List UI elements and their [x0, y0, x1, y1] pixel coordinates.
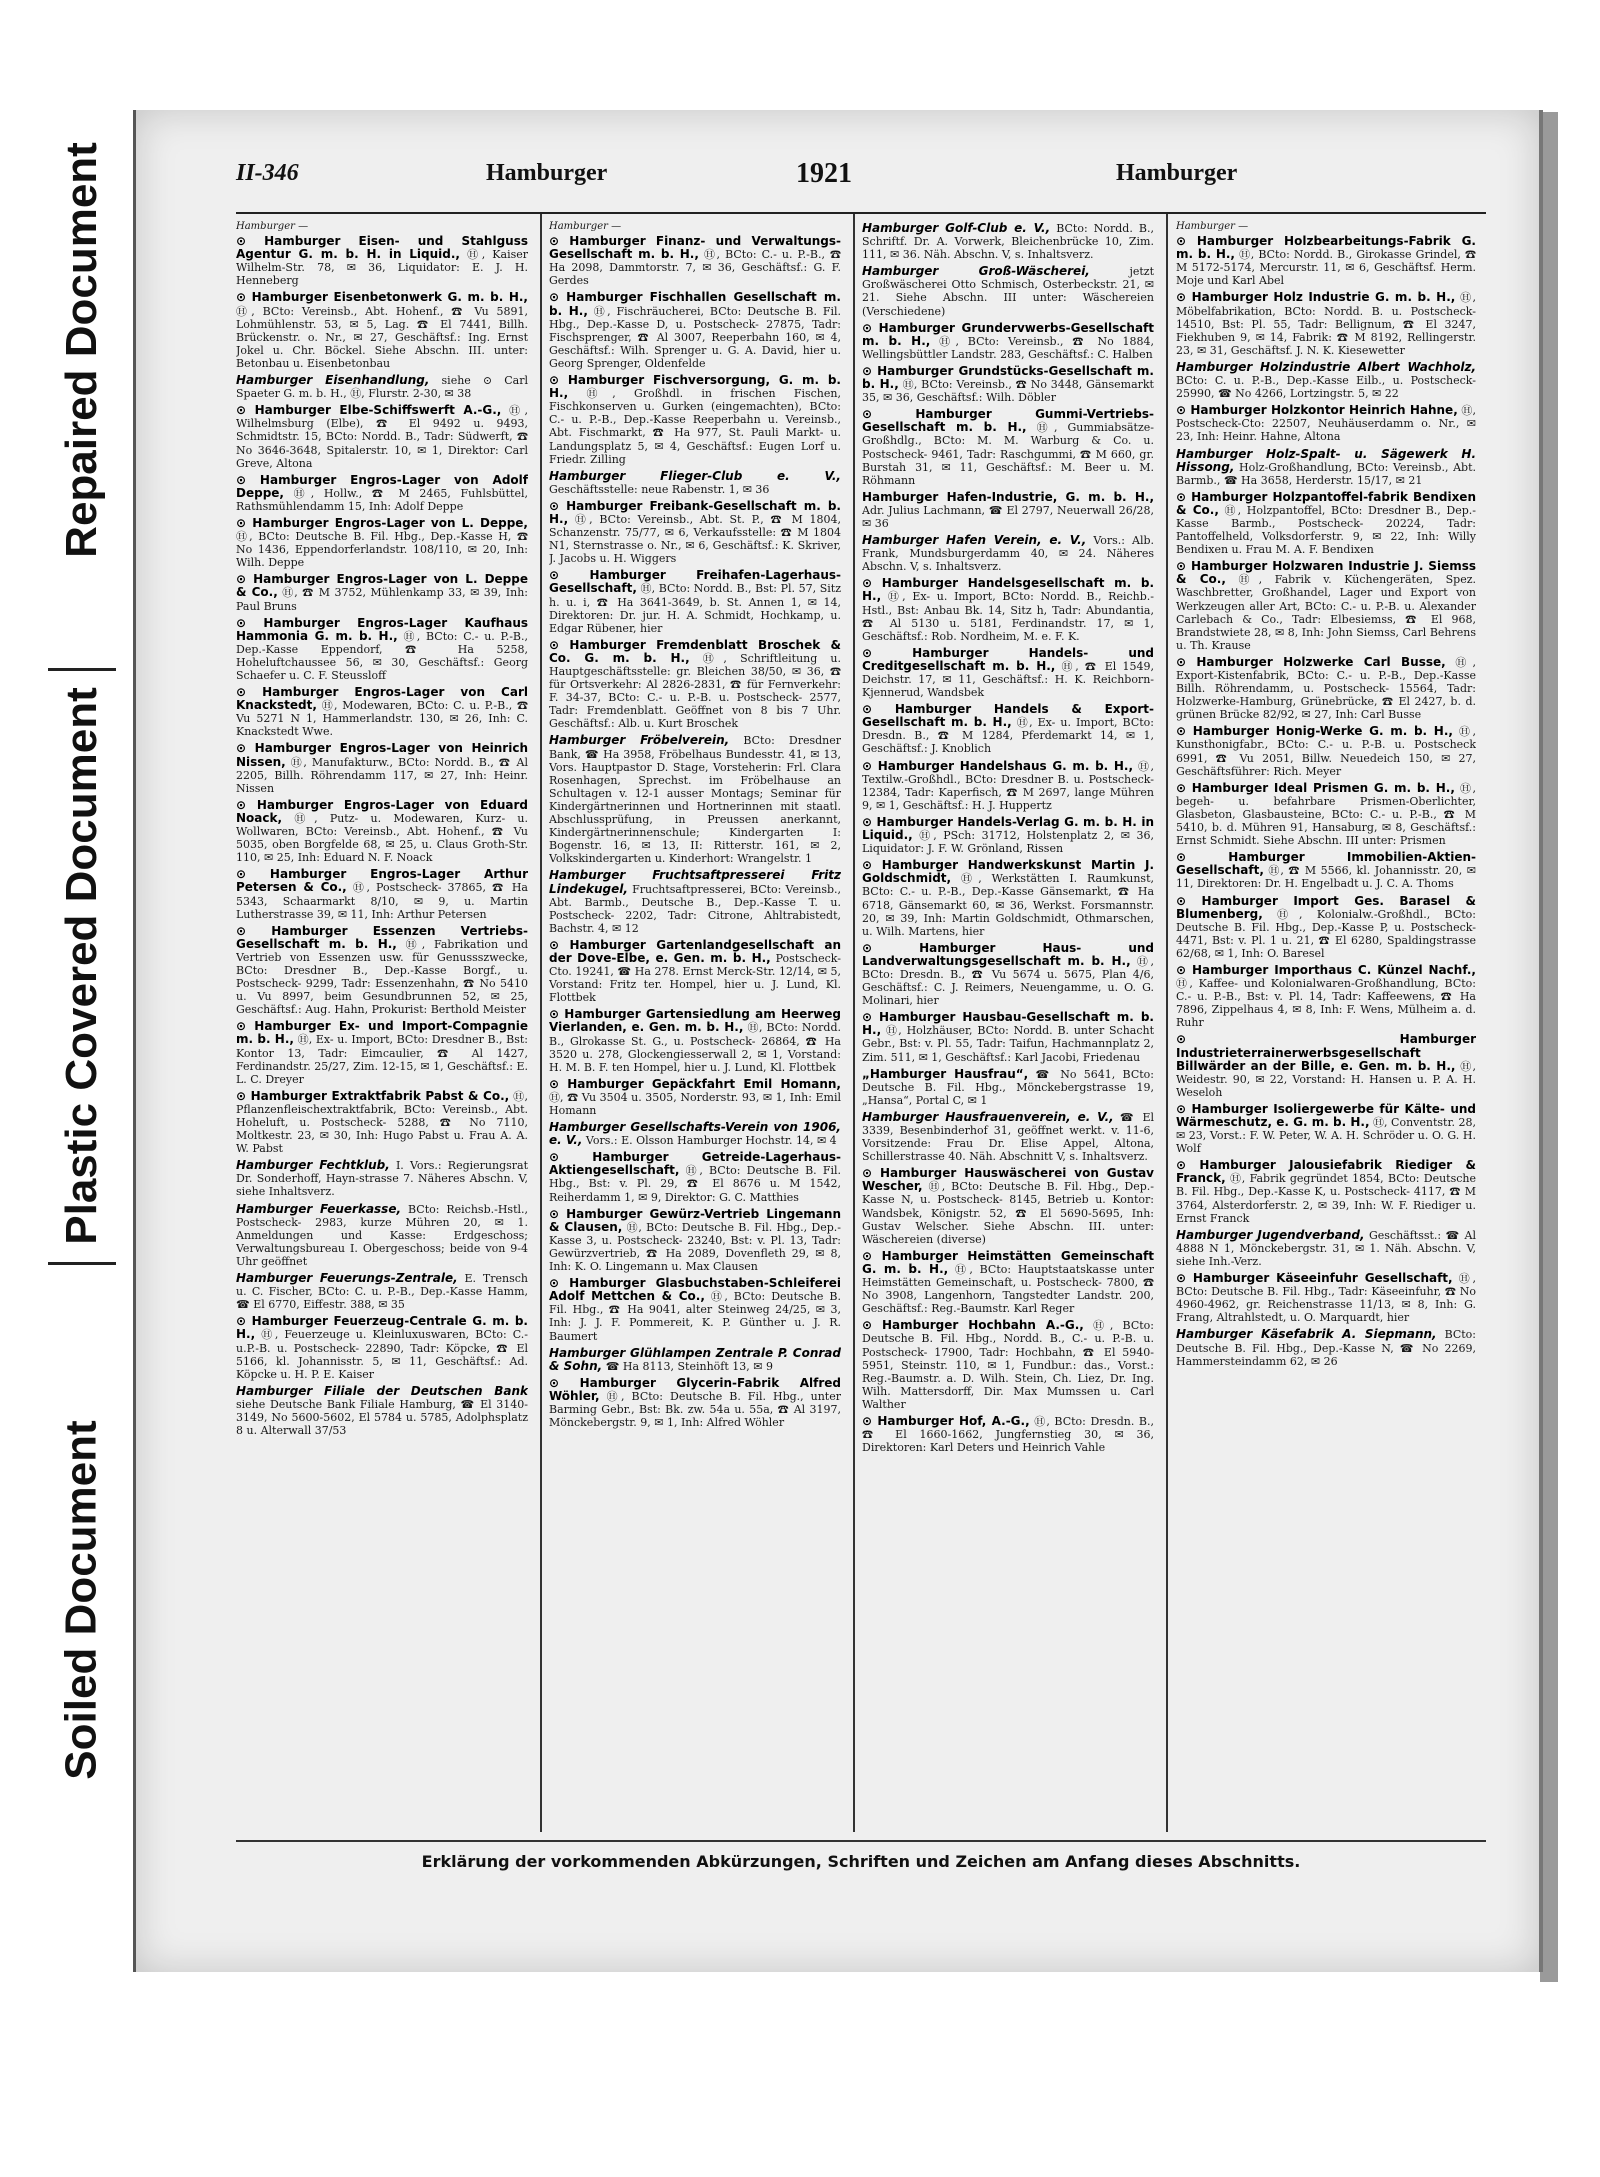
entry-name: ⊙ Hamburger Freihafen-Lagerhaus-Gesellschaft, — [549, 568, 841, 596]
entry-name: ⊙ Hamburger Gewürz-Vertrieb Lingemann & Clausen, — [549, 1206, 841, 1234]
entry-details: Ⓗ, BCto: Vereinsb., Abt. Hohenf., ☎ Vu 5891, Lohmühlenstr. 53, ✉ 5, Lag. ☎ El 7441, Billh. Brückenstr. o. Nr., ✉ 27, Geschäftsf.: Ing. Ernst Jokel u. Chr. Böckel. Siehe Abschn. III. unter: Betonbau u. Eisenbetonbau — [236, 304, 528, 370]
entry-details: Ⓗ, BCto: Deutsche B. Fil. Hbg., Dep.-Kasse 3, u. Postscheck- 23240, Bst: v. Pl. 13, Tadr: Gewürzvertrieb, ☎ Ha 2089, Dovenfleth 29, ✉ 8, Inh: K. O. Lingemann u. Max Clausen — [549, 1220, 841, 1274]
directory-entry — [236, 617, 528, 682]
directory-column-3 — [862, 220, 1154, 1826]
entry-name: ⊙ Hamburger Haus- und Landverwaltungsgesellschaft m. b. H., — [862, 940, 1154, 968]
entry-details: Ⓗ, BCto: Nordd. B., Bst: Pl. 57, Sitz h. u. i, ☎ Ha 3641-3649, b. St. Annen 1, ✉ 14, Direktoren: Dr. jur. H. A. Schmidt, Hochkamp, u. Edgar Rübener, hier — [549, 582, 841, 635]
running-title-left: Hamburger — [486, 160, 608, 186]
entry-name: ⊙ Hamburger Handelshaus G. m. b. H., — [862, 758, 1134, 773]
entry-name: ⊙ Hamburger Hof, A.-G., — [862, 1413, 1030, 1428]
entry-name: ⊙ Hamburger Holzbearbeitungs-Fabrik G. m. b. H., — [1176, 234, 1476, 262]
entry-name: Hamburger Holzindustrie Albert Wachholz, — [1176, 359, 1476, 374]
directory-entry — [1176, 964, 1476, 1029]
entry-details: Ⓗ, Holzhäuser, BCto: Nordd. B. unter Schacht Gebr., Bst: v. Pl. 55, Tadr: Taifun, Hachmannplatz 2, Zim. 511, ✉ 1, Geschäftsf.: Karl Jacobi, Friedenau — [862, 1024, 1154, 1064]
directory-entry — [862, 408, 1154, 487]
directory-entry — [862, 760, 1154, 812]
directory-entry — [862, 322, 1154, 361]
entry-details: Ⓗ, BCto: Vereinsb., Abt. St. P., ☎ M 1804, Schanzenstr. 75/77, ✉ 6, Verkaufsstelle: ☎ M 1804 N1, Sternstrasse o. Nr., ✉ 6, Geschäftsf.: K. Skriver, J. Jacobs u. H. Wiggers — [549, 512, 841, 566]
directory-entry — [1176, 656, 1476, 721]
directory-entry — [236, 517, 528, 569]
entry-name: Hamburger Feuerungs-Zentrale, — [236, 1271, 458, 1286]
directory-entry — [236, 868, 528, 920]
entry-name: ⊙ Hamburger Holzkontor Heinrich Hahne, — [1176, 403, 1458, 418]
entry-details: Ⓗ, Fabrik gegründet 1854, BCto: Deutsche B. Fil. Hbg., Dep.-Kasse K, u. Postscheck- 4117, ☎ M 3764, Alsterdorferstr. 2, ✉ 39, Inh: W. F. Riediger u. Ernst Franck — [1176, 1172, 1476, 1225]
page-header — [236, 156, 1386, 192]
entry-name: ⊙ Hamburger Glycerin-Fabrik Alfred Wöhler, — [549, 1375, 841, 1403]
entry-name: Hamburger Holz-Spalt- u. Sägewerk H. Hissong, — [1176, 446, 1476, 474]
entry-details: Ⓗ, BCto: Vereinsb., ☎ No 3448, Gänsemarkt 35, ✉ 36, Geschäftsf.: Wilh. Döbler — [862, 378, 1154, 405]
directory-columns — [236, 212, 1486, 1834]
directory-entry — [236, 1385, 528, 1437]
entry-details: E. Trensch u. C. Fischer, BCto: C. u. P.-B., Dep.-Kasse Hamm, ☎ El 6770, Eiffestr. 388, ✉ 35 — [236, 1272, 528, 1312]
directory-entry — [862, 1250, 1154, 1315]
entry-details: siehe Deutsche Bank Filiale Hamburg, ☎ El 3140-3149, No 5600-5602, El 5784 u. 5785, Adolphsplatz 8 u. Alterwall 37/53 — [236, 1397, 528, 1438]
directory-entry — [862, 1167, 1154, 1246]
column-rule — [853, 214, 855, 1832]
directory-entry — [549, 869, 841, 934]
entry-details: Ⓗ, Postscheck-Cto: 22507, Neuhäuserdamm o. Nr., ✉ 23, Inh: Heinr. Hahne, Altona — [1176, 404, 1476, 444]
entry-details: Ⓗ, Möbelfabrikation, BCto: Nordd. B. u. Postscheck- 14510, Bst: Pl. 55, Tadr: Bellignum, ☎ El 3247, Fiekhuben 9, ✉ 14, Fabrik: ☎ M 8192, Rellingerstr. 23, ✉ 31, Geschäftsf. J. N. K. Kiesewetter — [1176, 291, 1476, 357]
directory-entry — [549, 470, 841, 496]
entry-details: BCto: Nordd. B., Schriftf. Dr. A. Vorwerk, Bleichenbrücke 10, Zim. 111, ✉ 36. Näh. Abschn. V, s. Inhaltsverz. — [862, 222, 1154, 262]
directory-entry — [1176, 851, 1476, 890]
side-label-plastic-covered: Plastic Covered Document — [57, 687, 106, 1245]
entry-name: ⊙ Hamburger Gartenlandgesellschaft an der Dove-Elbe, e. Gen. m. b. H., — [549, 937, 841, 965]
entry-details: Ⓗ, BCto: Deutsche B. Fil. Hbg., Tadr: Käseeinfuhr, ☎ No 4960-4962, gr. Reichenstrasse 11/13, ✉ 8, Inh: G. Frang, Altrahlstedt, u. O. Marquardt, hier — [1176, 1272, 1476, 1325]
side-label-divider — [48, 668, 116, 671]
directory-entry — [236, 1020, 528, 1085]
entry-details: Ⓗ, Großhdl. in frischen Fischen, Fischkonserven u. Gurken (eingemachten), BCto: C.- u. P.-B., Dep.-Kasse Reeperbahn u. Vereinsb., Abt. Fischmarkt, ☎ Ha 977, St. Pauli Markt- u. Landungsplatz 5, ✉ 4, Geschäftsf.: Eugen Lorf u. Friedr. Zilling — [549, 387, 841, 466]
directory-entry — [1176, 1159, 1476, 1224]
directory-entry — [236, 1090, 528, 1155]
entry-name: ⊙ Hamburger Engros-Lager von Adolf Deppe, — [236, 472, 528, 500]
entry-details: ☎ Ha 8113, Steinhöft 13, ✉ 9 — [605, 1359, 773, 1373]
entry-name: Hamburger Feuerkasse, — [236, 1201, 402, 1216]
entry-details: Geschäftsstelle: neue Rabenstr. 1, ✉ 36 — [549, 482, 770, 496]
entry-details: ☎ El 3339, Besenbinderhof 31, geöffnet werkt. v. 11-6, Vorsitzende: Frau Dr. Elise Appel, Altona, Schillerstrasse 40. Näh. Abschnitt V, s. Inhaltsverz. — [862, 1110, 1154, 1164]
entry-name: ⊙ Hamburger Getreide-Lagerhaus-Aktiengesellschaft, — [549, 1150, 841, 1178]
category-heading: Hamburger — — [549, 221, 622, 232]
directory-entry — [862, 265, 1154, 317]
directory-entry — [549, 639, 841, 731]
directory-column-2 — [549, 220, 841, 1826]
side-label-soiled: Soiled Document — [57, 1420, 106, 1780]
directory-entry — [236, 474, 528, 513]
directory-entry — [1176, 782, 1476, 847]
entry-details: Ⓗ, Hollw., ☎ M 2465, Fuhlsbüttel, Rathsmühlendamm 15, Inh: Adolf Deppe — [236, 486, 528, 513]
entry-details: Ⓗ, BCto: Deutsche B. Fil. Hbg., Bst: v. Pl. 29, ☎ El 8676 u. M 1542, Reiherdamm 1, ✉ 9, Direktor: G. C. Matthies — [549, 1164, 841, 1204]
entry-details: Ⓗ, Modewaren, BCto: C. u. P.-B., ☎ Vu 5271 N 1, Hammerlandstr. 130, ✉ 26, Inh: C. Knackstedt Wwe. — [236, 699, 528, 739]
entry-details: Ⓗ, BCto: Deutsche B. Fil. Hbg., Dep.-Kasse N, u. Postscheck- 8145, Betrieb u. Kontor: Wandsbek, Königstr. 52, ☎ El 5690-5695, Inh: Gustav Welscher. Siehe Abschn. III. unter: Wäschereien (diverse) — [862, 1180, 1154, 1246]
directory-entry — [549, 569, 841, 634]
directory-entry — [1176, 1272, 1476, 1324]
entry-details: Ⓗ, PSch: 31712, Holstenplatz 2, ✉ 36, Liquidator: J. F. W. Grönland, Rissen — [862, 829, 1154, 856]
entry-details: Ⓗ, Kunsthonigfabr., BCto: C.- u. P.-B. u. Postscheck 6991, ☎ Vu 2051, Billw. Neuedeich 150, ✉ 27, Geschäftsführer: Rich. Meyer — [1176, 725, 1476, 778]
entry-name: ⊙ Hamburger Gartensiedlung am Heerweg Vierlanden, e. Gen. m. b. H., — [549, 1007, 841, 1035]
entry-name: Hamburger Fechtklub, — [236, 1158, 390, 1173]
entry-details: Ⓗ, Pflanzenfleischextraktfabrik, BCto: Vereinsb., Abt. Hoheluft, u. Postscheck- 5288, ☎ No 7110, Moltkestr. 23, ✉ 30, Inh: Hugo Pabst u. Frau A. A. W. Pabst — [236, 1089, 528, 1156]
entry-name: ⊙ Hamburger Eisen- und Stahlguss Agentur G. m. b. H. in Liquid., — [236, 234, 528, 262]
directory-entry — [549, 1377, 841, 1429]
directory-entry — [236, 742, 528, 794]
directory-entry — [1176, 1229, 1476, 1268]
entry-name: ⊙ Hamburger Engros-Lager von Heinrich Nissen, — [236, 741, 528, 769]
directory-entry — [549, 1078, 841, 1117]
entry-details: BCto: C. u. P.-B., Dep.-Kasse Eilb., u. Postscheck- 25990, ☎ No 4266, Lortzingstr. 5, ✉ 22 — [1176, 374, 1476, 401]
entry-name: Hamburger Golf-Club e. V., — [862, 221, 1051, 235]
directory-entry — [236, 925, 528, 1017]
entry-name: ⊙ Hamburger Glasbuchstaben-Schleiferei Adolf Mettchen & Co., — [549, 1276, 841, 1304]
entry-name: ⊙ Hamburger Fischhallen Gesellschaft m. b. H., — [549, 290, 841, 318]
directory-entry — [549, 734, 841, 865]
directory-entry — [1176, 235, 1476, 287]
entry-name: ⊙ Hamburger Engros-Lager von L. Deppe & Co., — [236, 572, 528, 600]
directory-entry — [862, 365, 1154, 404]
entry-name: Hamburger Gesellschafts-Verein von 1906, e. V., — [549, 1120, 841, 1148]
entry-details: ☎ No 5641, BCto: Deutsche B. Fil. Hbg., Mönckebergstrasse 19, „Hansa“, Portal C, ✉ 1 — [862, 1067, 1154, 1107]
entry-details: jetzt Großwäscherei Otto Schmisch, Osterbeckstr. 21, ✉ 21. Siehe Abschn. III unter: Wäschereien (Verschiedene) — [862, 265, 1154, 318]
directory-entry — [549, 1347, 841, 1373]
directory-entry — [1176, 404, 1476, 443]
directory-entry — [549, 1151, 841, 1203]
entry-details: Ⓗ, Fabrikation und Vertrieb von Essenzen usw. für Genussszwecke, BCto: Dresdner B., Dep.-Kasse Borgf., u. Postscheck- 9299, Tadr: Essenzenhahn, ☎ No 5410 u. Vu 8997, beim Gesundbrunnen 52, ✉ 25, Geschäftsf.: Aug. Hahn, Prokurist: Berthold Meister — [236, 937, 528, 1017]
directory-entry — [862, 647, 1154, 699]
entry-details: Ⓗ, BCto: Nordd. B., Glrokasse St. G., u. Postscheck- 26864, ☎ Ha 3520 u. 278, Glockengiesserwall 2, ✉ 1, Vorstand: H. M. B. F. ten Hompel, hier u. J. Lund, Kl. Flottbek — [549, 1021, 841, 1074]
directory-entry — [236, 291, 528, 370]
entry-details: Ⓗ, Fabrik v. Küchengeräten, Spez. Waschbretter, Großhandel, Lager und Export von Werkzeugen aller Art, BCto: C.- u. P.-B. u. Alexander Carlebach & Co., Tadr: Elbesiemss, ☎ El 968, Brandstwiete 28, ✉ 8, Inh: John Siemss, Carl Behrens u. Th. Krause — [1176, 573, 1476, 652]
directory-entry — [549, 374, 841, 466]
directory-column-1 — [236, 220, 528, 1826]
entry-name: ⊙ Hamburger Heimstätten Gemeinschaft G. m. b. H., — [862, 1248, 1154, 1276]
directory-page — [133, 110, 1543, 1972]
entry-name: ⊙ Hamburger Isoliergewerbe für Kälte- und Wärmeschutz, e. G. m. b. H., — [1176, 1101, 1476, 1129]
directory-entry — [1176, 725, 1476, 777]
entry-name: ⊙ Hamburger Hauswäscherei von Gustav Wescher, — [862, 1166, 1154, 1194]
directory-entry — [862, 534, 1154, 573]
directory-entry — [236, 1272, 528, 1311]
entry-details: Ⓗ, Kaffee- und Kolonialwaren-Großhandlung, BCto: C.- u. P.-B., Bst: v. Pl. 14, Tadr: Kaffeewens, ☎ Ha 7896, Zippelhaus 4, ✉ 8, Inh: F. Wens, Mülheim a. d. Ruhr — [1176, 977, 1476, 1030]
entry-name: „Hamburger Hausfrau“, — [862, 1066, 1029, 1081]
page-year: 1921 — [796, 158, 852, 189]
entry-name: Hamburger Groß-Wäscherei, — [862, 264, 1090, 279]
entry-details: Ⓗ, BCto: C.- u. P.-B., Dep.-Kasse Eppendorf, ☎ Ha 5258, Hoheluftchaussee 56, ✉ 30, Geschäftsf.: Georg Schaefer u. C. F. Steussloff — [236, 629, 528, 682]
entry-name: ⊙ Hamburger Honig-Werke G. m. b. H., — [1176, 724, 1453, 739]
directory-entry — [862, 491, 1154, 530]
directory-entry — [236, 374, 528, 400]
entry-name: ⊙ Hamburger Finanz- und Verwaltungs-Gesellschaft m. b. H., — [549, 234, 841, 262]
directory-entry — [1176, 1033, 1476, 1098]
entry-details: Ⓗ, Weidestr. 90, ✉ 22, Vorstand: H. Hansen u. P. A. H. Weseloh — [1176, 1059, 1476, 1099]
directory-entry — [862, 1068, 1154, 1107]
directory-entry — [1176, 291, 1476, 356]
entry-name: ⊙ Hamburger Holzwaren Industrie J. Siemss & Co., — [1176, 559, 1476, 587]
entry-details: Ⓗ, Feuerzeuge u. Kleinluxuswaren, BCto: C.-u.P.-B. u. Postscheck- 22890, Tadr: Köpcke, ☎ El 5166, kl. Johannisstr. 5, ✉ 11, Geschäftsf.: Ad. Köpcke u. H. P. E. Kaiser — [236, 1328, 528, 1381]
entry-details: Ⓗ, Fischräucherei, BCto: Deutsche B. Fil. Hbg., Dep.-Kasse D, u. Postscheck- 27875, Tadr: Fischsprenger, ☎ Al 3007, Reeperbahn 160, ✉ 4, Geschäftsf.: Wilh. Sprenger u. G. A. David, hier u. Georg Sprenger, Oldenfelde — [549, 304, 841, 370]
entry-details: Fruchtsaftpresserei, BCto: Vereinsb., Abt. Barmb., Deutsche B., Dep.-Kasse T. u. Postscheck- 2202, Tadr: Citrone, Ahltrabistedt, Bachstr. 4, ✉ 12 — [549, 882, 841, 935]
entry-details: BCto: Reichsb.-Hstl., Postscheck- 2983, kurze Mühren 20, ✉ 1. Anmeldungen und Kasse: Erdgeschoss; Verwaltungsbureau I. Obergeschoss; beide von 9-4 Uhr geöffnet — [236, 1202, 528, 1268]
entry-details: siehe ⊙ Carl Spaeter G. m. b. H., Ⓗ, Flurstr. 2-30, ✉ 38 — [236, 374, 528, 401]
entry-details: Ⓗ, Textilw.-Großhdl., BCto: Dresdner B. u. Postscheck- 12384, Tadr: Kaperfisch, ☎ M 2697, lange Mühren 9, ✉ 1, Geschäftsf.: H. J. Huppertz — [862, 759, 1154, 812]
directory-entry — [1176, 491, 1476, 556]
entry-name: Hamburger Käsefabrik A. Siepmann, — [1176, 1327, 1437, 1342]
entry-details: Ⓗ, ☎ M 3752, Mühlenkamp 33, ✉ 39, Inh: Paul Bruns — [236, 586, 528, 613]
entry-name: ⊙ Hamburger Freibank-Gesellschaft m. b. H., — [549, 498, 841, 526]
directory-entry — [236, 1315, 528, 1380]
entry-details: Ⓗ, Kolonialw.-Großhdl., BCto: Deutsche B. Fil. Hbg., Dep.-Kasse P, u. Postscheck- 4471, Bst: v. Pl. 1 u. 21, ☎ El 6280, Spaldingstrasse 62/68, ✉ 1, Inh: O. Baresel — [1176, 907, 1476, 960]
entry-name: ⊙ Hamburger Handels & Export-Gesellschaft m. b. H., — [862, 702, 1154, 730]
directory-entry — [236, 404, 528, 469]
entry-name: ⊙ Hamburger Extraktfabrik Pabst & Co., — [236, 1088, 510, 1103]
directory-entry — [236, 235, 528, 287]
entry-name: ⊙ Hamburger Essenzen Vertriebs-Gesellschaft m. b. H., — [236, 923, 528, 951]
entry-name: ⊙ Hamburger Käseeinfuhr Gesellschaft, — [1176, 1271, 1453, 1286]
directory-entry — [549, 1121, 841, 1147]
directory-column-4 — [1176, 220, 1476, 1826]
entry-details: Ⓗ, BCto: Hauptstaatskasse unter Heimstätten Gemeinschaft, u. Postscheck- 7800, ☎ No 3908, Langenhorn, Tangstedter Landstr. 200, Geschäftsf.: Reg.-Baumstr. Karl Reger — [862, 1262, 1154, 1316]
entry-details: Ⓗ, BCto: C.- u. P.-B., ☎ Ha 2098, Dammtorstr. 7, ✉ 36, Geschäftsf.: G. F. Gerdes — [549, 248, 841, 288]
entry-details: Geschäftsst.: ☎ Al 4888 N 1, Mönckebergstr. 31, ✉ 1. Näh. Abschn. V, siehe Inh.-Verz. — [1176, 1228, 1476, 1268]
entry-details: Ⓗ, BCto: Vereinsb., ☎ No 1884, Wellingsbüttler Landstr. 283, Geschäftsf.: C. Halben — [862, 334, 1154, 361]
abbreviations-footer: Erklärung der vorkommenden Abkürzungen, Schriften und Zeichen am Anfang dieses Abschnitts. — [421, 1852, 1301, 1871]
entry-name: Hamburger Fröbelverein, — [549, 733, 730, 748]
column-rule — [540, 214, 542, 1832]
entry-details: BCto: Dresdner Bank, ☎ Ha 3958, Fröbelhaus Bundesstr. 41, ✉ 13, Vors. Hauptpastor D. Stage, Vorsteherin: Frl. Clara Rosenhagen, Sprechst. im Fröbelhause an Schultagen v. 12-1 ausser Montags; Seminar für Kindergärtnerinnen und Hortnerinnen mit staatl. Abschlussprüfung, in Preussen anerkannt, Kindergärtnerinnenschule; Kindergarten I: Bogenstr. 16, ✉ 13, II: Ritterstr. 161, ✉ 2, Volkskindergarten u. Kinderhort: Wrangelstr. 1 — [549, 734, 841, 866]
entry-details: Ⓗ, Export-Kistenfabrik, BCto: C.- u. P.-B., Dep.-Kasse Billh. Röhrendamm, u. Postscheck- 15564, Tadr: Holzwerke-Hamburg, Grünebrücke, ☎ El 2427, b. d. grünen Brücke 82/92, ✉ 27, Inh: Carl Busse — [1176, 655, 1476, 722]
directory-entry — [549, 235, 841, 287]
entry-name: ⊙ Hamburger Elbe-Schiffswerft A.-G., — [236, 403, 502, 418]
directory-entry — [862, 942, 1154, 1007]
entry-details: Ⓗ, BCto: Dresdn. B., ☎ Vu 5674 u. 5675, Plan 4/6, Geschäftsf.: C. J. Reimers, Neuengamme, u. O. G. Molinari, hier — [862, 954, 1154, 1008]
entry-name: Hamburger Hafen-Industrie, G. m. b. H., — [862, 489, 1154, 504]
entry-details: Ⓗ, Ex- u. Import, BCto: Nordd. B., Reichb.-Hstl., Bst: Anbau Bk. 14, Sitz h, Tadr: Abundantia, ☎ Al 5130 u. 5181, Ferdinandstr. 17, ✉ 1, Geschäftsf.: Rob. Nordheim, M. e. F. K. — [862, 590, 1154, 643]
directory-entry — [236, 1159, 528, 1198]
entry-name: ⊙ Hamburger Engros-Lager von L. Deppe, — [236, 515, 528, 530]
directory-entry — [549, 1008, 841, 1073]
entry-name: ⊙ Hamburger Engros-Lager von Eduard Noack, — [236, 797, 528, 825]
directory-entry — [1176, 361, 1476, 400]
entry-details: Ⓗ, BCto: Dresdn. B., ☎ El 1660-1662, Jungfernstieg 30, ✉ 36, Direktoren: Karl Deters und Heinrich Vahle — [862, 1414, 1154, 1455]
entry-name: ⊙ Hamburger Jalousiefabrik Riediger & Franck, — [1176, 1158, 1476, 1186]
entry-details: Adr. Julius Lachmann, ☎ El 2797, Neuerwall 26/28, ✉ 36 — [862, 503, 1154, 530]
entry-name: ⊙ Hamburger Grundervwerbs-Gesellschaft m. b. H., — [862, 320, 1154, 348]
entry-name: ⊙ Hamburger Ex- und Import-Compagnie m. b. H., — [236, 1019, 528, 1047]
directory-entry — [862, 1415, 1154, 1454]
running-title-right: Hamburger — [1116, 160, 1238, 186]
entry-details: Ⓗ, Kaiser Wilhelm-Str. 78, ✉ 36, Liquidator: E. J. H. Henneberg — [236, 248, 528, 288]
entry-details: Ⓗ, BCto: Nordd. B., Girokasse Grindel, ☎ M 5172-5174, Mercurstr. 11, ✉ 6, Geschäftsf. Herm. Moje und Karl Abel — [1176, 248, 1476, 288]
entry-name: ⊙ Hamburger Engros-Lager von Carl Knackstedt, — [236, 685, 528, 713]
directory-entry — [236, 799, 528, 864]
directory-entry — [549, 1208, 841, 1273]
entry-name: ⊙ Hamburger Eisenbetonwerk G. m. b. H., — [236, 290, 528, 305]
entry-name: ⊙ Hamburger Handels-Verlag G. m. b. H. in Liquid., — [862, 814, 1154, 843]
entry-details: Ⓗ, ☎ Vu 3504 u. 3505, Norderstr. 93, ✉ 1, Inh: Emil Homann — [549, 1090, 841, 1117]
category-heading: Hamburger — — [236, 221, 309, 232]
entry-details: Vors.: E. Olsson Hamburger Hochstr. 14, ✉ 4 — [585, 1134, 837, 1148]
entry-details: Ⓗ, BCto: Deutsche B. Fil. Hbg., Dep.-Kasse H, ☎ No 1436, Eppendorferlandstr. 108/110, ✉ 20, Inh: Wilh. Deppe — [236, 530, 528, 570]
entry-details: Ⓗ, BCto: Deutsche B. Fil. Hbg., unter Barming Gebr., Bst: Bk. zw. 54a u. 55a, ☎ Al 3197, Mönckebergstr. 9, ✉ 1, Inh: Alfred Wöhler — [549, 1389, 841, 1430]
directory-entry — [236, 686, 528, 738]
side-label-divider — [48, 1262, 116, 1265]
directory-entry — [549, 291, 841, 370]
entry-details: Ⓗ, Ex- u. Import, BCto: Dresdner B., Bst: Kontor 13, Tadr: Eimcaulier, ☎ Al 1427, Ferdinandstr. 25/27, Zim. 12-15, ✉ 1, Geschäftsf.: E. L. C. Dreyer — [236, 1033, 528, 1086]
entry-name: ⊙ Hamburger Import Ges. Barasel & Blumenberg, — [1176, 893, 1476, 921]
entry-details: Ⓗ, Conventstr. 28, ✉ 23, Vorst.: F. W. Peter, W. A. H. Schröder u. O. G. H. Wolf — [1176, 1116, 1476, 1156]
entry-details: Ⓗ, Schriftleitung u. Hauptgeschäftsstelle: gr. Bleichen 38/50, ✉ 36, ☎ für Ortsverkehr: Al 2826-2831, ☎ für Fernverkehr: F. 34-37, BCto: C.- u. P.-B. u. Postscheck- 2577, Tadr: Fremdenblatt. Geöffnet von 8 bis 7 Uhr. Geschäftsf.: Alb. u. Kurt Broschek — [549, 651, 841, 731]
directory-entry — [1176, 1103, 1476, 1155]
entry-name: ⊙ Hamburger Industrieterrainerwerbsgesellschaft Billwärder an der Bille, e. Gen. m. b. H., — [1176, 1032, 1476, 1073]
entry-details: I. Vors.: Regierungsrat Dr. Sonderhoff, Hayn-strasse 7. Näheres Abschn. V, siehe Inhaltsverz. — [236, 1159, 528, 1199]
entry-name: ⊙ Hamburger Fischversorgung, G. m. b. H., — [549, 373, 841, 401]
entry-details: Ⓗ, Postscheck- 37865, ☎ Ha 5343, Schaarmarkt 8/10, ✉ 9, u. Martin Lutherstrasse 39, ✉ 11, Inh: Arthur Petersen — [236, 881, 528, 921]
side-label-repaired: Repaired Document — [57, 142, 107, 558]
entry-name: ⊙ Hamburger Gummi-Vertriebs-Gesellschaft m. b. H., — [862, 407, 1154, 435]
entry-name: ⊙ Hamburger Grundstücks-Gesellschaft m. b. H., — [862, 363, 1154, 392]
entry-details: Ⓗ, Werkstätten I. Raumkunst, BCto: C.- u. P.-B., Dep.-Kasse Gänsemarkt, ☎ Ha 6718, Gänsemarkt 60, ✉ 36, Werkst. Forsmannstr. 20, ✉ 39, Inh: Martin Goldschmidt, Othmarschen, u. Wilh. Martens, hier — [862, 872, 1154, 938]
directory-entry — [1176, 895, 1476, 960]
page-number: II-346 — [236, 160, 299, 186]
entry-name: ⊙ Hamburger Handelsgesellschaft m. b. H., — [862, 576, 1154, 604]
entry-details: BCto: Deutsche B. Fil. Hbg., Dep.-Kasse N, ☎ No 2269, Hammersteindamm 62, ✉ 26 — [1176, 1328, 1476, 1368]
entry-name: ⊙ Hamburger Immobilien-Aktien-Gesellschaft, — [1176, 850, 1476, 878]
column-rule — [1166, 214, 1168, 1832]
directory-entry — [1176, 560, 1476, 652]
directory-entry — [862, 577, 1154, 642]
entry-details: Ⓗ, BCto: Deutsche B. Fil. Hbg., ☎ Ha 9041, alter Steinweg 24/25, ✉ 3, Inh: J. J. F. Pommereit, K. P. Günther u. J. R. Baumert — [549, 1290, 841, 1343]
entry-details: Ⓗ, Manufakturw., BCto: Nordd. B., ☎ Al 2205, Billh. Röhrendamm 117, ✉ 27, Inh: Heinr. Nissen — [236, 755, 528, 795]
directory-entry — [862, 1111, 1154, 1163]
entry-details: Ⓗ, BCto: Deutsche B. Fil. Hbg., Nordd. B., C.- u. P.-B. u. Postscheck- 17900, Tadr: Hochbahn, ☎ El 5940-5951, Steinstr. 110, ✉ 1, Fundbur.: das., Vorst.: Reg.-Baumstr. a. D. Wilh. Stein, Ch. Liez, Dr. Ing. Wilh. Mattersdorff, Dir. Max Mumssen u. Carl Walther — [862, 1319, 1154, 1411]
entry-details: Ⓗ, Putz- u. Modewaren, Kurz- u. Wollwaren, BCto: Vereinsb., Abt. Hohenf., ☎ Vu 5035, oben Borgfelde 68, ✉ 25, u. Claus Groth-Str. 110, ✉ 25, Inh: Eduard N. F. Noack — [236, 811, 528, 865]
entry-name: ⊙ Hamburger Gepäckfahrt Emil Homann, — [549, 1076, 841, 1091]
category-heading: Hamburger — — [1176, 221, 1249, 232]
entry-name: ⊙ Hamburger Ideal Prismen G. m. b. H., — [1176, 780, 1455, 795]
entry-details: Postscheck-Cto. 19241, ☎ Ha 278. Ernst Merck-Str. 12/14, ✉ 5, Vorstand: Fritz ter. Hompel, hier u. J. Lund, Kl. Flottbek — [549, 951, 841, 1005]
directory-entry — [549, 1277, 841, 1342]
entry-name: Hamburger Fruchtsaftpresserei Fritz Lindekugel, — [549, 868, 841, 896]
directory-entry — [1176, 1328, 1476, 1367]
entry-name: Hamburger Hausfrauenverein, e. V., — [862, 1109, 1114, 1124]
directory-entry — [236, 573, 528, 612]
entry-name: ⊙ Hamburger Holzwerke Carl Busse, — [1176, 654, 1446, 669]
entry-name: ⊙ Hamburger Holz Industrie G. m. b. H., — [1176, 290, 1456, 305]
entry-name: ⊙ Hamburger Handwerkskunst Martin J. Goldschmidt, — [862, 858, 1154, 886]
directory-entry — [1176, 448, 1476, 487]
entry-details: Ⓗ, Ex- u. Import, BCto: Dresdn. B., ☎ M 1284, Pferdemarkt 14, ✉ 1, Geschäftsf.: J. Knoblich — [862, 716, 1154, 756]
entry-details: Ⓗ, Gummiabsätze-Großhdlg., BCto: M. M. Warburg & Co. u. Postscheck- 9461, Tadr: Raschgummi, ☎ M 660, gr. Burstah 31, ✉ 11, Geschäftsf.: M. Beer u. M. Röhmann — [862, 421, 1154, 487]
entry-details: Ⓗ, Holzpantoffel, BCto: Dresdner B., Dep.-Kasse Barmb., Postscheck- 20224, Tadr: Pantoffelheld, Volksdorferstr. 9, ✉ 22, Inh: Willy Bendixen u. Frau M. A. F. Bendixen — [1176, 503, 1476, 557]
entry-name: Hamburger Flieger-Club e. V., — [549, 468, 841, 483]
entry-name: Hamburger Hafen Verein, e. V., — [862, 533, 1087, 548]
entry-details: Holz-Großhandlung, BCto: Vereinsb., Abt. Barmb., ☎ Ha 3658, Herderstr. 15/17, ✉ 21 — [1176, 460, 1476, 487]
directory-entry — [236, 1203, 528, 1268]
entry-name: ⊙ Hamburger Hochbahn A.-G., — [862, 1318, 1084, 1333]
entry-details: Vors.: Alb. Frank, Mundsburgerdamm 40, ✉ 24. Näheres Abschn. V, s. Inhaltsverz. — [862, 534, 1154, 574]
entry-details: Ⓗ, ☎ El 1549, Deichstr. 17, ✉ 11, Geschäftsf.: H. K. Reichborn-Kjennerud, Wandsbek — [862, 659, 1154, 700]
directory-entry — [862, 1319, 1154, 1411]
entry-name: ⊙ Hamburger Engros-Lager Kaufhaus Hammonia G. m. b. H., — [236, 615, 528, 643]
entry-name: Hamburger Filiale der Deutschen Bank — [236, 1383, 528, 1398]
entry-details: Ⓗ, ☎ M 5566, kl. Johannisstr. 20, ✉ 11, Direktoren: Dr. H. Engelbadt u. J. C. A. Thoms — [1176, 864, 1476, 891]
entry-name: ⊙ Hamburger Engros-Lager Arthur Petersen & Co., — [236, 867, 528, 895]
entry-name: Hamburger Jugendverband, — [1176, 1227, 1365, 1242]
entry-name: ⊙ Hamburger Feuerzeug-Centrale G. m. b. H., — [236, 1314, 528, 1342]
entry-details: Ⓗ, Wilhelmsburg (Elbe), ☎ El 9492 u. 9493, Schmidtstr. 15, BCto: Nordd. B., Tadr: Südwerft, ☎ No 3646-3648, Spitalerstr. 10, ✉ 1, Direktor: Carl Greve, Altona — [236, 404, 528, 470]
entry-name: ⊙ Hamburger Hausbau-Gesellschaft m. b. H., — [862, 1010, 1154, 1038]
directory-entry — [862, 1011, 1154, 1063]
directory-entry — [549, 939, 841, 1004]
entry-details: Ⓗ, begeh- u. befahrbare Prismen-Oberlichter, Glasbeton, Glasbausteine, BCto: C.- u. P.-B., ☎ M 5410, b. d. Mühren 91, Hansaburg, ✉ 8, Geschäftsf.: Ernst Schmidt. Siehe Abschn. III unter: Prismen — [1176, 781, 1476, 848]
entry-name: Hamburger Eisenhandlung, — [236, 373, 430, 388]
entry-name: Hamburger Glühlampen Zentrale P. Conrad & Sohn, — [549, 1345, 841, 1373]
entry-name: ⊙ Hamburger Handels- und Creditgesellschaft m. b. H., — [862, 645, 1154, 673]
directory-entry — [862, 703, 1154, 755]
entry-name: ⊙ Hamburger Importhaus C. Künzel Nachf., — [1176, 962, 1476, 977]
entry-name: ⊙ Hamburger Fremdenblatt Broschek & Co. G. m. b. H., — [549, 637, 841, 665]
directory-entry — [862, 816, 1154, 855]
directory-entry — [862, 222, 1154, 261]
directory-entry — [549, 500, 841, 565]
footer-rule — [236, 1840, 1486, 1842]
entry-name: ⊙ Hamburger Holzpantoffel-fabrik Bendixen & Co., — [1176, 489, 1476, 517]
directory-entry — [862, 859, 1154, 938]
